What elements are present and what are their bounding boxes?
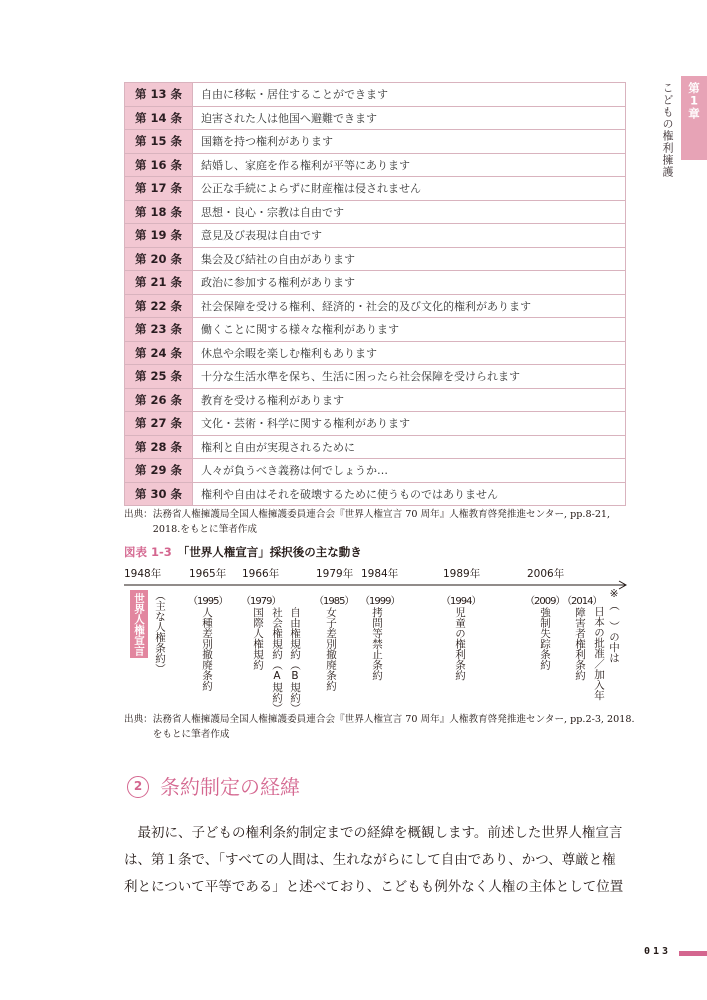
article-text: 迫害された人は他国へ避難できます: [193, 106, 626, 130]
ratification-year: （1979）: [241, 596, 281, 607]
article-text: 結婚し、家庭を作る権利が平等にあります: [193, 153, 626, 177]
article-text: 十分な生活水準を保ち、生活に困ったら社会保障を受けられます: [193, 365, 626, 389]
timeline-year: 1979年: [316, 568, 354, 580]
treaty-name: 拷問等禁止条約: [371, 607, 383, 681]
table-row: [125, 200, 626, 224]
body-line: は、第１条で、「すべての人間は、生れながらにして自由であり、かつ、尊厳と権: [124, 852, 616, 868]
table-row: [125, 153, 626, 177]
table-row: [125, 365, 626, 389]
article-number: 第 15 条: [125, 130, 193, 154]
table-row: [125, 412, 626, 436]
article-number: 第 20 条: [125, 247, 193, 271]
section-title: 条約制定の経緯: [160, 775, 300, 799]
timeline-year: 2006年: [527, 568, 565, 580]
treaty-name: 国際人権規約: [252, 607, 264, 670]
figure-label: 図表 1-3: [124, 545, 172, 559]
article-number: 第 19 条: [125, 224, 193, 248]
source-line: をもとに筆者作成: [152, 729, 230, 740]
article-number: 第 22 条: [125, 294, 193, 318]
chapter-tab: 第1章: [681, 76, 707, 160]
article-text: 意見及び表現は自由です: [193, 224, 626, 248]
ratification-year: （1985）: [314, 596, 354, 607]
article-text: 国籍を持つ権利があります: [193, 130, 626, 154]
article-number: 第 27 条: [125, 412, 193, 436]
treaty-name: 障害者権利条約: [574, 607, 586, 681]
article-number: 第 23 条: [125, 318, 193, 342]
table-row: [125, 459, 626, 483]
article-number: 第 13 条: [125, 83, 193, 107]
figure-caption: [124, 544, 362, 560]
source-line: 法務省人権擁護局全国人権擁護委員連合会『世界人権宣言 70 周年』人権教育啓発推進センター, pp.8-21,: [152, 509, 611, 520]
running-title: こどもの権利擁護: [661, 82, 674, 178]
article-text: 政治に参加する権利があります: [193, 271, 626, 295]
treaty-name: 人種差別撤廃条約: [201, 607, 213, 691]
treaty-name: 強制失踪条約: [539, 607, 551, 670]
article-number: 第 21 条: [125, 271, 193, 295]
table-row: [125, 224, 626, 248]
treaty-name: 児童の権利条約: [454, 607, 466, 681]
source-label: 出典：: [124, 509, 153, 520]
table-row: [125, 177, 626, 201]
article-number: 第 26 条: [125, 388, 193, 412]
ratification-year: （2014）: [562, 596, 602, 607]
table-row: [125, 271, 626, 295]
figure-note: 日本の批准／加入年: [593, 606, 605, 701]
table-source: [124, 507, 628, 537]
article-text: 社会保障を受ける権利、経済的・社会的及び文化的権利があります: [193, 294, 626, 318]
treaty-name: 社会権規約（A規約）: [271, 607, 283, 714]
articles-table: [124, 82, 626, 506]
article-number: 第 14 条: [125, 106, 193, 130]
article-number: 第 18 条: [125, 200, 193, 224]
article-text: 自由に移転・居住することができます: [193, 83, 626, 107]
table-row: [125, 482, 626, 506]
section-number-badge: 2: [127, 776, 149, 798]
page-number-bar: [679, 951, 707, 956]
article-number: 第 25 条: [125, 365, 193, 389]
article-text: 権利と自由が実現されるために: [193, 435, 626, 459]
table-row: [125, 83, 626, 107]
article-text: 働くことに関する様々な権利があります: [193, 318, 626, 342]
table-row: [125, 435, 626, 459]
article-text: 人々が負うべき義務は何でしょうか…: [193, 459, 626, 483]
timeline-year: 1966年: [242, 568, 280, 580]
body-line: 最初に、子どもの権利条約制定までの経緯を概観します。前述した世界人権宣言: [124, 825, 623, 841]
article-text: 集会及び結社の自由があります: [193, 247, 626, 271]
treaty-name: 自由権規約（B規約）: [289, 607, 301, 714]
page-number: 013: [644, 946, 672, 957]
timeline-year: 1984年: [361, 568, 399, 580]
article-text: 権利や自由はそれを破壊するために使うものではありません: [193, 482, 626, 506]
ratification-year: （1995）: [188, 596, 228, 607]
timeline-year: 1989年: [443, 568, 481, 580]
body-paragraph: [124, 820, 628, 901]
article-number: 第 16 条: [125, 153, 193, 177]
table-row: [125, 388, 626, 412]
source-line: 法務省人権擁護局全国人権擁護委員連合会『世界人権宣言 70 周年』人権教育啓発推進センター, pp.2-3, 2018.: [152, 714, 635, 725]
table-row: [125, 130, 626, 154]
treaty-group-label: （主な人権条約）: [154, 590, 166, 674]
source-line: 2018.をもとに筆者作成: [152, 524, 257, 535]
article-text: 文化・芸術・科学に関する権利があります: [193, 412, 626, 436]
source-text: [153, 712, 635, 742]
timeline-year: 1948年: [124, 568, 162, 580]
article-number: 第 30 条: [125, 482, 193, 506]
article-text: 休息や余暇を楽しむ権利もあります: [193, 341, 626, 365]
table-row: [125, 247, 626, 271]
article-number: 第 29 条: [125, 459, 193, 483]
declaration-label-box: 世界人権宣言: [130, 590, 148, 658]
timeline-year: 1965年: [189, 568, 227, 580]
figure-source: [124, 712, 635, 742]
article-text: 教育を受ける権利があります: [193, 388, 626, 412]
table-row: [125, 318, 626, 342]
source-text: [153, 507, 610, 537]
timeline-axis: [120, 580, 630, 592]
table-row: [125, 341, 626, 365]
article-number: 第 24 条: [125, 341, 193, 365]
source-label: 出典：: [124, 714, 153, 725]
table-row: [125, 294, 626, 318]
body-line: 利とについて平等である」と述べており、こどもも例外なく人権の主体として位置: [124, 879, 624, 895]
article-number: 第 17 条: [125, 177, 193, 201]
table-row: [125, 106, 626, 130]
figure-note: ※（ ）の中は: [608, 588, 620, 663]
ratification-year: （1994）: [441, 596, 481, 607]
ratification-year: （1999）: [360, 596, 400, 607]
treaty-name: 女子差別撤廃条約: [325, 607, 337, 691]
article-text: 思想・良心・宗教は自由です: [193, 200, 626, 224]
figure-title: 「世界人権宣言」採択後の主な動き: [177, 545, 362, 559]
ratification-year: （2009）: [525, 596, 565, 607]
article-text: 公正な手続によらずに財産権は侵されません: [193, 177, 626, 201]
article-number: 第 28 条: [125, 435, 193, 459]
